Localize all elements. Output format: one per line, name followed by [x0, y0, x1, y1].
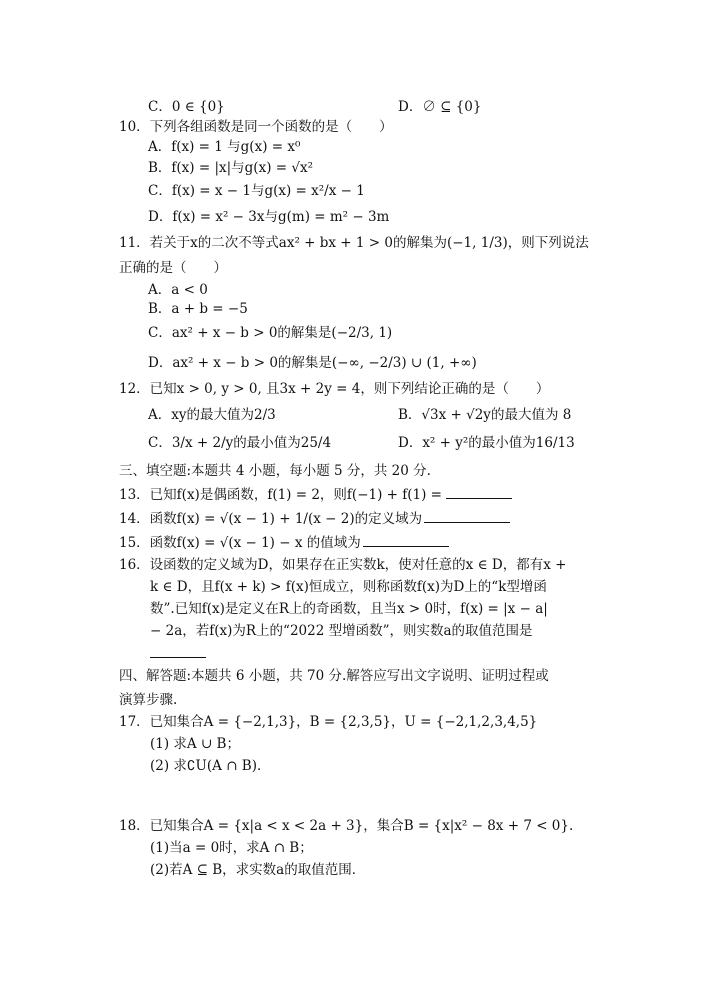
q17-stem: 17．已知集合A = {−2,1,3}，B = {2,3,5}，U = {−2,1,2,3,4,5} — [119, 714, 538, 730]
q12-option-c: C．3/x + 2/y的最小值为25/4 — [148, 435, 332, 451]
answer-blank — [363, 532, 449, 547]
q11-stem: 11．若关于x的二次不等式ax² + bx + 1 > 0的解集为(−1, 1/3)，则下列说法 — [119, 235, 589, 251]
q15-stem — [119, 532, 449, 553]
q15-text: 15．函数f(x) = √(x − 1) − x 的值域为 — [119, 535, 361, 551]
q16-stem-line3: 数”.已知f(x)是定义在R上的奇函数，且当x > 0时，f(x) = |x − a| — [150, 601, 548, 617]
answer-blank — [424, 508, 510, 523]
q14-stem — [119, 508, 510, 529]
section-4-heading: 四、解答题:本题共 6 小题，共 70 分.解答应写出文字说明、证明过程或 — [119, 668, 549, 684]
q11-option-b: B．a + b = −5 — [148, 301, 248, 317]
q17-part-2: (2) 求∁U(A ∩ B)． — [150, 758, 271, 774]
q13-stem — [119, 484, 512, 505]
q16-stem-line2: k ∈ D，且f(x + k) > f(x)恒成立，则称函数f(x)为D上的“k型增函 — [150, 579, 547, 595]
q11-option-c: C．ax² + x − b > 0的解集是(−2/3, 1) — [148, 325, 393, 341]
q13-text: 13．已知f(x)是偶函数，f(1) = 2，则f(−1) + f(1) = — [119, 487, 442, 503]
q9-option-d: D．∅ ⊆ {0} — [398, 99, 482, 115]
q11-option-a: A．a < 0 — [148, 282, 208, 298]
q12-option-b: B．√3x + √2y的最大值为 8 — [398, 407, 572, 423]
q16-stem-line4: − 2a，若f(x)为R上的“2022 型增函数”，则实数a的取值范围是 — [150, 623, 533, 639]
q18-stem: 18．已知集合A = {x|a < x < 2a + 3}，集合B = {x|x² − 8x + 7 < 0}. — [119, 818, 574, 834]
answer-blank — [150, 643, 206, 658]
q12-option-a: A．xy的最大值为2/3 — [148, 407, 276, 423]
q10-option-a: A．f(x) = 1 与g(x) = x⁰ — [148, 139, 301, 155]
q12-stem: 12．已知x > 0, y > 0, 且3x + 2y = 4，则下列结论正确的是（ ） — [119, 381, 550, 397]
q10-option-d: D．f(x) = x² − 3x与g(m) = m² − 3m — [148, 209, 390, 225]
section-4-heading-continued: 演算步骤. — [119, 692, 178, 708]
q10-stem: 10．下列各组函数是同一个函数的是（ ） — [119, 119, 393, 135]
q16-answer-blank-row — [150, 643, 206, 664]
q11-option-d: D．ax² + x − b > 0的解集是(−∞, −2/3) ∪ (1, +∞) — [148, 355, 477, 371]
q16-stem: 16．设函数的定义域为D，如果存在正实数k，使对任意的x ∈ D，都有x + — [119, 557, 567, 573]
q17-part-1: (1) 求A ∪ B； — [150, 736, 240, 752]
q14-text: 14．函数f(x) = √(x − 1) + 1/(x − 2)的定义域为 — [119, 511, 423, 527]
answer-blank — [446, 484, 512, 499]
section-3-heading: 三、填空题:本题共 4 小题，每小题 5 分，共 20 分. — [119, 463, 431, 479]
q11-stem-continued: 正确的是（ ） — [119, 260, 227, 276]
q12-option-d: D．x² + y²的最小值为16/13 — [398, 435, 575, 451]
q10-option-b: B．f(x) = |x|与g(x) = √x² — [148, 160, 313, 176]
q9-option-c: C．0 ∈ {0} — [148, 99, 225, 115]
q18-part-1: (1)当a = 0时，求A ∩ B； — [150, 840, 313, 856]
q18-part-2: (2)若A ⊆ B，求实数a的取值范围． — [150, 862, 366, 878]
q10-option-c: C．f(x) = x − 1与g(x) = x²/x − 1 — [148, 183, 365, 199]
